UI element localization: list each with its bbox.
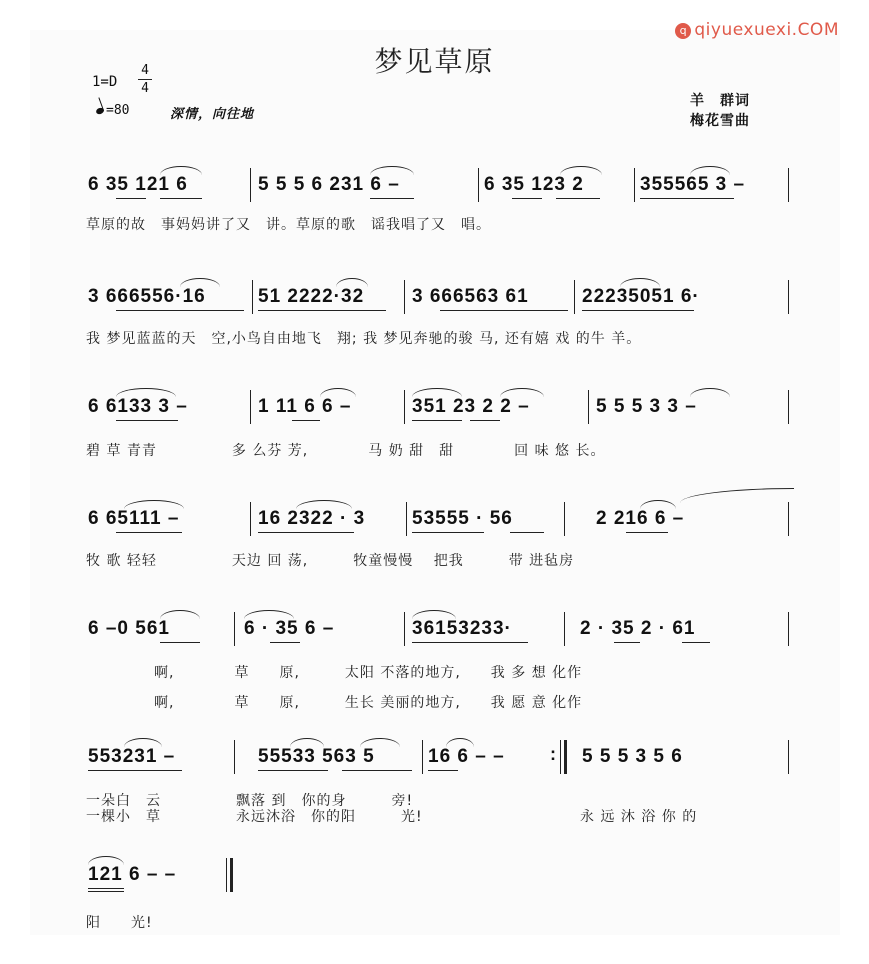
measure: 1 11 6 6 – — [258, 396, 352, 417]
measure: 553231 – — [88, 746, 176, 767]
measure: 53555 · 56 — [412, 508, 513, 529]
beam-line — [556, 198, 600, 199]
barline — [788, 502, 789, 536]
composer-credit: 梅花雪曲 — [690, 113, 750, 129]
measure: 36153233· — [412, 618, 512, 639]
barline — [788, 280, 789, 314]
barline — [788, 390, 789, 424]
lyric-line: 永 远 沐 浴 你 的 — [580, 809, 698, 825]
barline — [404, 280, 405, 314]
final-barline — [230, 858, 233, 892]
measure: 2 · 35 2 · 61 — [580, 618, 696, 639]
measure: 3 666556·16 — [88, 286, 206, 307]
lyric-line: 啊, 草 原, 生长 美丽的地方, 我 愿 意 化作 — [154, 695, 583, 711]
barline — [574, 280, 575, 314]
quarter-note-icon — [95, 107, 105, 115]
lyric-line: 啊, 草 原, 太阳 不落的地方, 我 多 想 化作 — [154, 665, 583, 681]
barline — [226, 858, 227, 892]
barline — [788, 740, 789, 774]
beam-line — [258, 310, 386, 311]
barline — [252, 280, 253, 314]
q-logo-icon: q — [675, 23, 691, 39]
lyricist-credit: 羊 群词 — [690, 93, 750, 109]
measure: 22235051 6· — [582, 286, 700, 307]
barline — [406, 502, 407, 536]
beam-line — [582, 310, 694, 311]
beam-line — [626, 532, 668, 533]
beam-line — [292, 420, 320, 421]
measure: 16 2322 · 3 — [258, 508, 366, 529]
measure: 355565 3 – — [640, 174, 746, 195]
barline — [234, 740, 235, 774]
barline — [250, 168, 251, 202]
barline — [404, 390, 405, 424]
measure: 6 65111 – — [88, 508, 180, 529]
beam-line — [270, 642, 300, 643]
beam-line — [510, 532, 544, 533]
lyric-line: 碧 草 青青 多 么芬 芳, 马 奶 甜 甜 回 味 悠 长。 — [86, 443, 606, 459]
barline — [588, 390, 589, 424]
barline — [478, 168, 479, 202]
barline — [250, 390, 251, 424]
beam-line — [116, 532, 182, 533]
barline — [250, 502, 251, 536]
song-title: 梦见草原 — [374, 45, 495, 78]
time-signature: 4 4 — [138, 62, 152, 97]
lyric-line: 牧 歌 轻轻 天边 回 荡, 牧童慢慢 把我 带 进毡房 — [86, 553, 575, 569]
barline — [234, 612, 235, 646]
beam-line — [88, 891, 124, 892]
barline — [564, 502, 565, 536]
measure: 5 5 5 3 5 6 — [582, 746, 683, 767]
measure: 3 666563 61 — [412, 286, 529, 307]
measure: 6 · 35 6 – — [244, 618, 335, 639]
beam-line — [116, 310, 244, 311]
repeat-dots: : — [550, 744, 556, 764]
lyric-line: 一棵小 草 永远沐浴 你的阳 光! — [86, 809, 423, 825]
beam-line — [116, 420, 178, 421]
lyric-line: 一朵白 云 飘落 到 你的身 旁! — [86, 793, 414, 809]
measure: 5 5 5 3 3 – — [596, 396, 697, 417]
measure: 5 5 5 6 231 6 – — [258, 174, 400, 195]
beam-line — [412, 420, 462, 421]
beam-line — [88, 770, 182, 771]
measure: 16 6 – – — [428, 746, 505, 767]
measure: 55533 563 5 — [258, 746, 375, 767]
beam-line — [640, 198, 734, 199]
measure: 351 23 2 2 – — [412, 396, 530, 417]
beam-line — [160, 642, 200, 643]
beam-line — [412, 642, 528, 643]
beam-line — [512, 198, 542, 199]
beam-line — [116, 198, 146, 199]
barline — [788, 612, 789, 646]
lyric-line: 草原的故 事妈妈讲了又 讲。草原的歌 谣我唱了又 唱。 — [86, 217, 491, 233]
tempo-marking: =80 — [96, 103, 129, 118]
beam-line — [470, 420, 500, 421]
barline — [634, 168, 635, 202]
barline — [788, 168, 789, 202]
beam-line — [412, 532, 484, 533]
measure: 6 –0 561 — [88, 618, 170, 639]
measure: 121 6 – – — [88, 864, 177, 885]
beam-line — [258, 532, 354, 533]
measure: 6 35 123 2 — [484, 174, 584, 195]
expression-marking: 深情，向往地 — [170, 107, 255, 122]
barline — [422, 740, 423, 774]
beam-line — [342, 770, 412, 771]
beam-line — [370, 198, 414, 199]
measure: 6 6133 3 – — [88, 396, 188, 417]
beam-line — [160, 198, 202, 199]
beam-line — [682, 642, 710, 643]
beam-line — [440, 310, 568, 311]
barline — [564, 612, 565, 646]
lyric-line: 我 梦见蓝蓝的天 空,小鸟自由地飞 翔; 我 梦见奔驰的骏 马, 还有嬉 戏 的牛 羊。 — [86, 331, 642, 347]
beam-line — [614, 642, 640, 643]
barline — [560, 740, 561, 774]
watermark: q qiyuexuexi.COM — [675, 20, 839, 40]
measure: 2 216 6 – — [596, 508, 685, 529]
beam-line — [88, 888, 124, 889]
beam-line — [428, 770, 458, 771]
beam-line — [258, 770, 328, 771]
measure: 6 35 121 6 — [88, 174, 188, 195]
repeat-barline — [564, 740, 567, 774]
lyric-line: 阳 光! — [86, 915, 153, 931]
measure: 51 2222·32 — [258, 286, 365, 307]
barline — [404, 612, 405, 646]
key-signature: 1=D — [92, 74, 118, 90]
